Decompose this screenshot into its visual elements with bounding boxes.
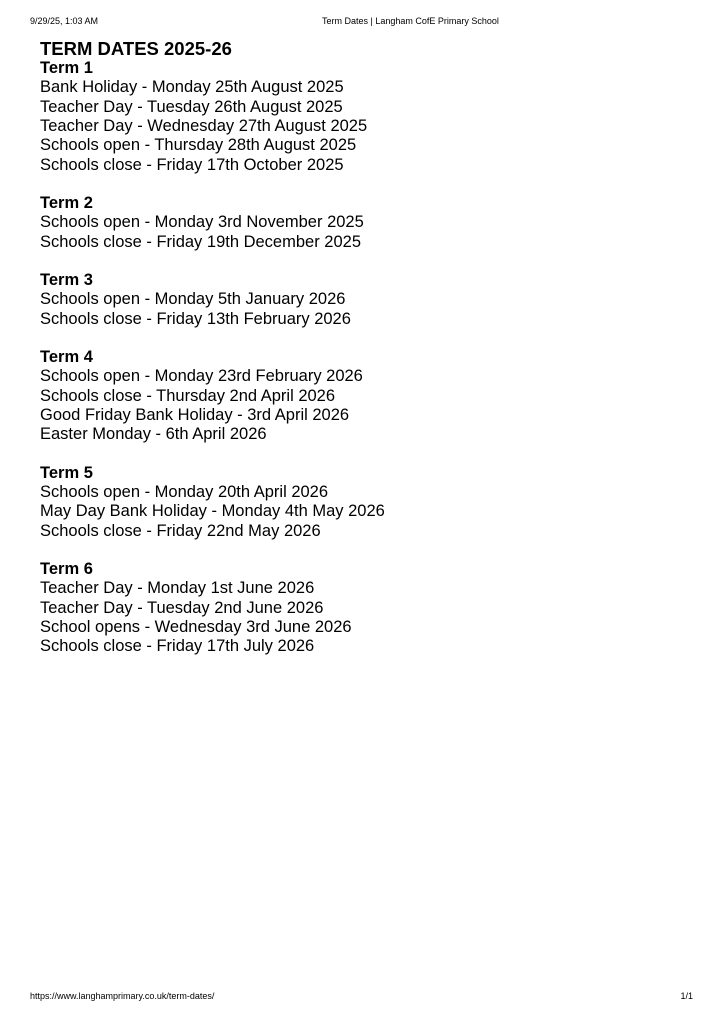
- term-date-line: Bank Holiday - Monday 25th August 2025: [40, 78, 344, 97]
- term-heading: Term 2: [40, 193, 93, 212]
- term-heading: Term 5: [40, 463, 93, 482]
- term-date-line: Easter Monday - 6th April 2026: [40, 425, 267, 444]
- term-date-line: Schools close - Thursday 2nd April 2026: [40, 386, 336, 405]
- term-heading: Term 6: [40, 559, 93, 578]
- term-date-line: Teacher Day - Tuesday 26th August 2025: [40, 97, 343, 116]
- page-title: TERM DATES 2025-26: [40, 38, 232, 59]
- term-section-5: [40, 464, 660, 541]
- term-section-3: [40, 271, 660, 329]
- term-heading: Term 4: [40, 347, 93, 366]
- print-footer-page-number: 1/1: [680, 991, 693, 1001]
- document-content: [40, 38, 660, 676]
- term-date-line: Schools open - Monday 3rd November 2025: [40, 213, 364, 232]
- term-date-line: Schools open - Monday 23rd February 2026: [40, 367, 363, 386]
- term-date-line: School opens - Wednesday 3rd June 2026: [40, 617, 352, 636]
- term-section-6: [40, 560, 660, 657]
- term-section-4: [40, 348, 660, 445]
- term-date-line: Schools open - Monday 20th April 2026: [40, 482, 329, 501]
- term-date-line: May Day Bank Holiday - Monday 4th May 2026: [40, 502, 385, 521]
- term-date-line: Teacher Day - Monday 1st June 2026: [40, 579, 315, 598]
- term-date-line: Good Friday Bank Holiday - 3rd April 2026: [40, 405, 350, 424]
- term-date-line: Schools open - Thursday 28th August 2025: [40, 136, 357, 155]
- term-heading: Term 1: [40, 59, 93, 77]
- term-date-line: Schools close - Friday 22nd May 2026: [40, 521, 321, 540]
- term-heading: Term 3: [40, 270, 93, 289]
- term-date-line: Schools close - Friday 19th December 2025: [40, 232, 361, 251]
- term-date-line: Teacher Day - Wednesday 27th August 2025: [40, 116, 368, 135]
- term-date-line: Schools close - Friday 17th July 2026: [40, 637, 315, 656]
- term-section-1: [40, 59, 660, 175]
- term-date-line: Schools close - Friday 13th February 2026: [40, 309, 351, 328]
- term-section-2: [40, 194, 660, 252]
- print-header-title: Term Dates | Langham CofE Primary School: [322, 16, 499, 26]
- term-date-line: Schools close - Friday 17th October 2025: [40, 155, 344, 174]
- term-date-line: Teacher Day - Tuesday 2nd June 2026: [40, 598, 324, 617]
- term-date-line: Schools open - Monday 5th January 2026: [40, 290, 346, 309]
- print-footer-url: https://www.langhamprimary.co.uk/term-dates/: [30, 991, 215, 1001]
- print-header-datetime: 9/29/25, 1:03 AM: [30, 16, 99, 26]
